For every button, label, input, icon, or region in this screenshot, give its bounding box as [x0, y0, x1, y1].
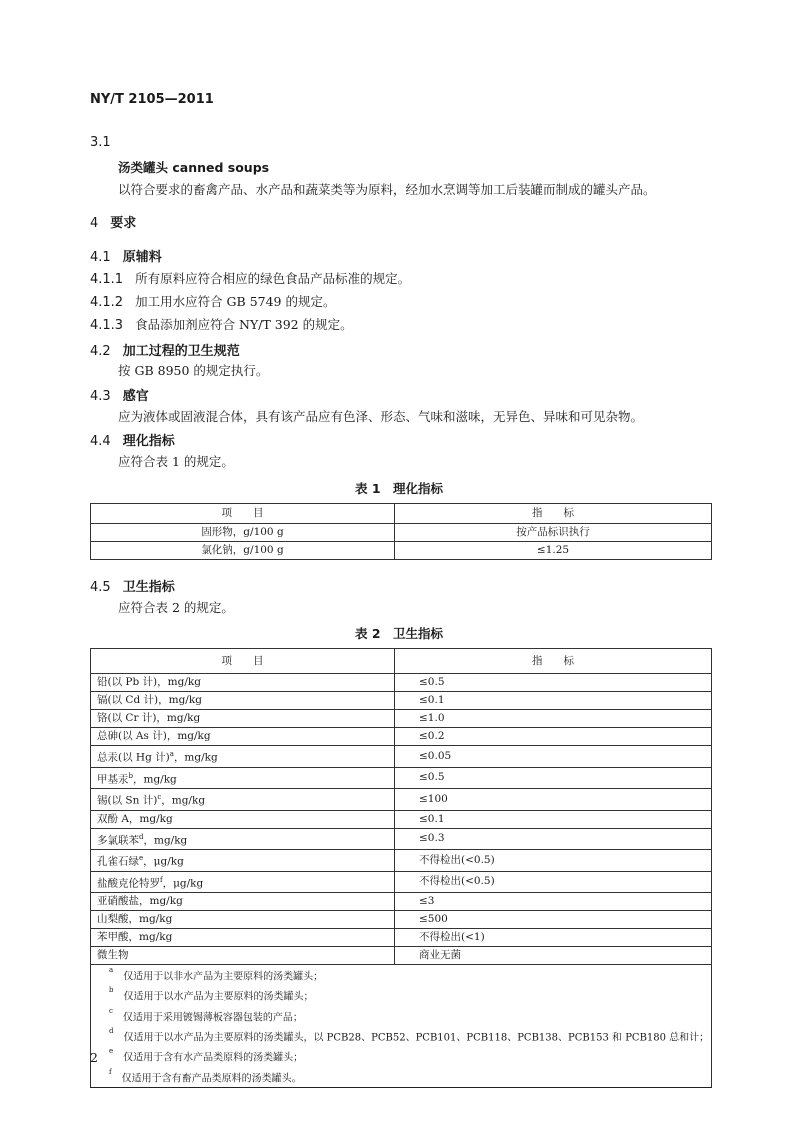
item-label: 苯甲酸，mg/kg [97, 931, 173, 943]
table-2-footnote [91, 965, 712, 986]
item-label: 甲基汞 [97, 773, 129, 785]
item-label: 山梨酸，mg/kg [97, 913, 173, 925]
table-2-value: ≤0.2 [395, 728, 712, 746]
table-2-item [91, 674, 395, 692]
section-4-4-number: 4.4 [90, 434, 111, 449]
section-4-1-1-text: 所有原料应符合相应的绿色食品产品标准的规定。 [135, 271, 411, 286]
item-label: 双酚 A，mg/kg [97, 812, 173, 825]
section-4-5-text: 应符合表 2 的规定。 [118, 600, 234, 615]
table-2-header-value: 指 标 [395, 649, 712, 674]
table-2-value: ≤100 [395, 789, 712, 811]
table-row [91, 810, 712, 828]
table-1-header-item: 项 目 [91, 504, 395, 524]
footnote-mark: d [109, 1026, 114, 1035]
footnote-text: 仅适用于含有畜产品类原料的汤类罐头。 [121, 1072, 302, 1084]
table-2-item [91, 789, 395, 811]
table-row [91, 850, 712, 872]
footnote-marker: a [169, 750, 174, 758]
section-4-3-heading [90, 385, 149, 404]
section-4-2-title: 加工过程的卫生规范 [122, 344, 240, 359]
table-2-item [91, 893, 395, 911]
section-3-1-number: 3.1 [90, 135, 111, 150]
table-2-item [91, 828, 395, 850]
footnote-mark: e [109, 1047, 114, 1056]
table-row [91, 929, 712, 947]
table-2-value: ≤0.5 [395, 674, 712, 692]
item-unit: ，μg/kg [162, 877, 204, 889]
table-2-item [91, 947, 395, 965]
table-2-item [91, 871, 395, 893]
footnote-row [91, 1006, 712, 1026]
item-unit: ，mg/kg [173, 751, 218, 764]
section-4-2-number: 4.2 [90, 344, 111, 359]
footnote-row [91, 1067, 712, 1088]
footnote-row [91, 1046, 712, 1066]
table-2-item [91, 850, 395, 872]
footnote-mark: a [109, 966, 114, 974]
table-2-value: 商业无菌 [395, 947, 712, 965]
table-1-header-row [91, 504, 712, 524]
table-1-item: 固形物，g/100 g [91, 524, 395, 542]
item-label: 微生物 [97, 949, 129, 961]
table-row [91, 871, 712, 893]
table-2-value: 不得检出(<0.5) [395, 850, 712, 872]
section-4-1-title: 原辅料 [122, 250, 162, 265]
table-1-caption: 表 1 理化指标 [354, 481, 444, 496]
table-2-footnote [91, 985, 712, 1005]
section-4-1-number: 4.1 [90, 250, 111, 265]
section-4-title: 要求 [110, 216, 137, 231]
section-4-5-heading [90, 576, 175, 595]
table-2-item [91, 911, 395, 929]
section-3-1-term: 汤类罐头 canned soups [118, 160, 270, 175]
table-2-footnote [91, 1006, 712, 1026]
page-number: 2 [90, 1050, 98, 1065]
table-row [91, 542, 712, 560]
table-2-value: ≤0.05 [395, 746, 712, 768]
table-1-value: 按产品标识执行 [395, 524, 712, 542]
section-4-2-heading [90, 340, 240, 359]
item-unit: ，mg/kg [132, 773, 177, 785]
standard-number: NY/T 2105—2011 [90, 92, 214, 107]
footnote-row [91, 1026, 712, 1046]
table-row [91, 728, 712, 746]
section-4-3-text: 应为液体或固液混合体，具有该产品应有色泽、形态、气味和滋味，无异色、异味和可见杂物。 [118, 409, 644, 424]
footnote-text: 仅适用于以水产品为主要原料的汤类罐头； [123, 991, 314, 1003]
footnote-marker: c [157, 793, 162, 801]
table-2-item [91, 929, 395, 947]
item-label: 铅(以 Pb 计)，mg/kg [97, 676, 201, 688]
section-4-3-title: 感官 [122, 389, 149, 404]
section-4-5-number: 4.5 [90, 580, 111, 595]
table-2-value: ≤500 [395, 911, 712, 929]
section-4-4-text: 应符合表 1 的规定。 [118, 454, 234, 469]
section-4-4-title: 理化指标 [122, 434, 175, 449]
table-2-value: 不得检出(<0.5) [395, 871, 712, 893]
footnote-text: 仅适用于含有水产品类原料的汤类罐头； [123, 1052, 304, 1064]
table-2-item [91, 710, 395, 728]
footnote-text: 仅适用于以水产品为主要原料的汤类罐头，以 PCB28、PCB52、PCB101、PCB118、PCB138、PCB153 和 PCB180 总和计； [123, 1032, 710, 1044]
table-2-value: ≤0.1 [395, 810, 712, 828]
table-2-item [91, 728, 395, 746]
footnote-row [91, 985, 712, 1005]
footnote-text: 仅适用于以非水产品为主要原料的汤类罐头； [123, 971, 324, 983]
footnote-mark: f [109, 1067, 112, 1076]
section-4-heading [90, 212, 136, 231]
table-2-footnote [91, 1046, 712, 1066]
table-row [91, 911, 712, 929]
table-2-value: 不得检出(<1) [395, 929, 712, 947]
section-4-5-title: 卫生指标 [122, 580, 175, 595]
table-2 [90, 648, 712, 1088]
table-1-header-value: 指 标 [395, 504, 712, 524]
section-4-1-heading [90, 246, 162, 265]
item-label: 锡(以 Sn 计) [97, 794, 158, 807]
table-2-footnote [91, 1026, 712, 1046]
table-row [91, 692, 712, 710]
footnote-mark: b [109, 986, 114, 995]
table-row [91, 947, 712, 965]
section-4-1-3 [90, 315, 353, 333]
item-label: 总汞(以 Hg 计) [97, 751, 170, 764]
table-row [91, 746, 712, 768]
footnote-mark: c [109, 1006, 113, 1015]
table-1-item: 氯化钠，g/100 g [91, 542, 395, 560]
table-2-value: ≤0.1 [395, 692, 712, 710]
section-4-2-text: 按 GB 8950 的规定执行。 [118, 363, 269, 378]
section-4-3-number: 4.3 [90, 389, 111, 404]
item-label: 亚硝酸盐，mg/kg [97, 895, 183, 907]
section-4-1-2-text: 加工用水应符合 GB 5749 的规定。 [135, 294, 336, 309]
item-label: 孔雀石绿 [97, 855, 139, 868]
item-unit: ，mg/kg [143, 834, 188, 846]
table-2-value: ≤0.3 [395, 828, 712, 850]
table-2-caption: 表 2 卫生指标 [354, 626, 444, 641]
table-2-item [91, 767, 395, 789]
item-label: 多氯联苯 [97, 834, 139, 846]
footnote-text: 仅适用于采用镀锡薄板容器包装的产品； [122, 1011, 303, 1023]
section-4-1-1-number: 4.1.1 [90, 272, 124, 287]
item-label: 盐酸克伦特罗 [97, 877, 160, 889]
item-label: 镉(以 Cd 计)，mg/kg [97, 694, 202, 706]
section-4-1-3-text: 食品添加剂应符合 NY/T 392 的规定。 [135, 317, 353, 332]
table-2-item [91, 746, 395, 768]
table-1-value: ≤1.25 [395, 542, 712, 560]
table-2-item [91, 810, 395, 828]
table-row [91, 828, 712, 850]
table-row [91, 710, 712, 728]
section-4-1-2-number: 4.1.2 [90, 295, 124, 310]
table-2-item [91, 692, 395, 710]
table-row [91, 789, 712, 811]
table-2-value: ≤0.5 [395, 767, 712, 789]
section-3-1-definition: 以符合要求的畜禽产品、水产品和蔬菜类等为原料，经加水烹调等加工后装罐而制成的罐头产品。 [118, 182, 656, 197]
table-2-footnote [91, 1067, 712, 1088]
item-unit: ，μg/kg [143, 855, 184, 868]
table-row [91, 674, 712, 692]
footnote-marker: e [139, 854, 144, 862]
item-label: 总砷(以 As 计)，mg/kg [97, 730, 211, 742]
footnote-marker: d [139, 832, 144, 841]
section-4-1-3-number: 4.1.3 [90, 318, 124, 333]
table-row [91, 893, 712, 911]
table-2-header-item: 项 目 [91, 649, 395, 674]
footnote-marker: f [160, 875, 163, 884]
table-row [91, 524, 712, 542]
footnote-row [91, 965, 712, 986]
section-4-number: 4 [90, 216, 99, 231]
table-2-value: ≤1.0 [395, 710, 712, 728]
table-2-value: ≤3 [395, 893, 712, 911]
footnote-marker: b [128, 771, 133, 780]
table-2-header-row [91, 649, 712, 674]
section-4-1-1 [90, 269, 410, 287]
table-row [91, 767, 712, 789]
section-4-4-heading [90, 430, 175, 449]
table-1 [90, 503, 712, 560]
section-4-1-2 [90, 292, 335, 310]
item-unit: ，mg/kg [161, 794, 206, 807]
item-label: 铬(以 Cr 计)，mg/kg [97, 712, 201, 724]
